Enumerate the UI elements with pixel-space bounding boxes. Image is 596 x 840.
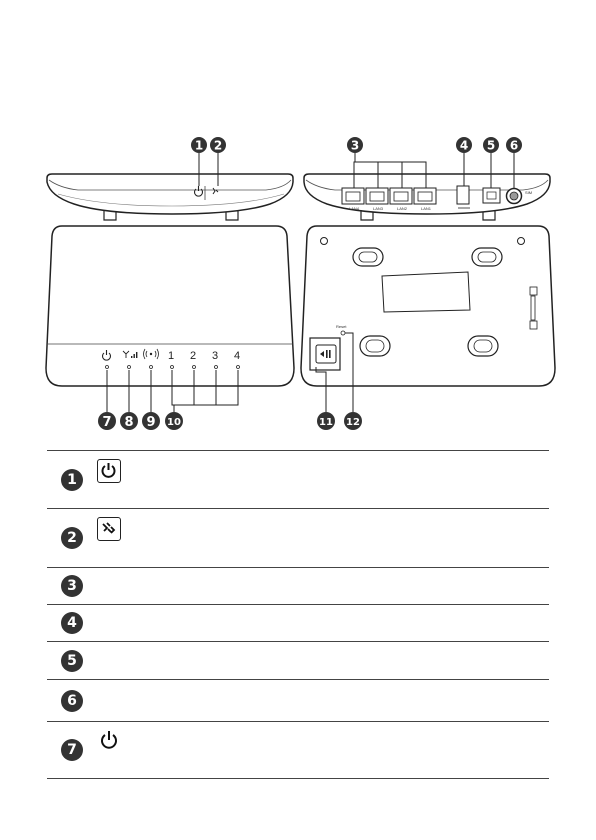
callout-3 bbox=[347, 137, 363, 153]
svg-text:10: 10 bbox=[167, 417, 181, 428]
svg-text:8: 8 bbox=[124, 415, 134, 430]
callout-5 bbox=[483, 137, 499, 153]
svg-text:2: 2 bbox=[213, 138, 223, 153]
legend-number-badge: 1 bbox=[61, 469, 83, 491]
legend-number-badge: 2 bbox=[61, 527, 83, 549]
legend-number-badge: 7 bbox=[61, 739, 83, 761]
legend-row bbox=[47, 642, 549, 680]
lan-indicator-number: 1 bbox=[168, 350, 175, 362]
router-top-view bbox=[46, 226, 294, 412]
legend-number-badge: 5 bbox=[61, 650, 83, 672]
legend-row bbox=[47, 568, 549, 605]
lan-label: LAN3 bbox=[373, 206, 384, 211]
svg-text:9: 9 bbox=[146, 415, 156, 430]
callout-1 bbox=[191, 137, 207, 153]
reset-button bbox=[341, 331, 345, 335]
callout-9 bbox=[142, 412, 160, 430]
svg-text:6: 6 bbox=[509, 138, 519, 153]
lan-label: LAN2 bbox=[397, 206, 408, 211]
router-back-view bbox=[304, 174, 550, 220]
component-legend-table bbox=[47, 450, 549, 779]
power-button-icon bbox=[97, 459, 121, 483]
legend-number-badge: 4 bbox=[61, 612, 83, 634]
lan-indicator-number: 3 bbox=[212, 350, 219, 362]
legend-row bbox=[47, 722, 549, 779]
wps-button-icon bbox=[97, 517, 121, 541]
lan-indicator-number: 2 bbox=[190, 350, 197, 362]
callout-8 bbox=[120, 412, 138, 430]
callout-2 bbox=[210, 137, 226, 153]
legend-number-badge: 6 bbox=[61, 690, 83, 712]
legend-row bbox=[47, 680, 549, 722]
callout-7 bbox=[98, 412, 116, 430]
svg-text:5: 5 bbox=[486, 138, 496, 153]
callout-4 bbox=[456, 137, 472, 153]
svg-text:3: 3 bbox=[350, 138, 360, 153]
power-port bbox=[457, 186, 469, 204]
callout-6 bbox=[506, 137, 522, 153]
router-bottom-view bbox=[301, 226, 555, 412]
callout-11 bbox=[317, 412, 335, 430]
power-indicator-icon bbox=[97, 729, 123, 755]
sim-label: SIM bbox=[525, 190, 533, 195]
telephone-port bbox=[483, 188, 500, 203]
svg-text:11: 11 bbox=[319, 417, 333, 428]
svg-text:1: 1 bbox=[194, 138, 204, 153]
svg-text:12: 12 bbox=[346, 417, 360, 428]
lan-indicator-number: 4 bbox=[234, 350, 241, 362]
legend-row bbox=[47, 451, 549, 509]
router-front-view bbox=[47, 174, 293, 220]
callout-12 bbox=[344, 412, 362, 430]
legend-number-badge: 3 bbox=[61, 575, 83, 597]
svg-text:4: 4 bbox=[459, 138, 469, 153]
legend-row bbox=[47, 605, 549, 642]
reset-label: Reset bbox=[336, 324, 347, 329]
lan-label: LAN1 bbox=[421, 206, 432, 211]
callout-10 bbox=[165, 412, 183, 430]
lan-label: LAN4 bbox=[349, 206, 360, 211]
svg-text:7: 7 bbox=[102, 415, 112, 430]
legend-row bbox=[47, 509, 549, 568]
